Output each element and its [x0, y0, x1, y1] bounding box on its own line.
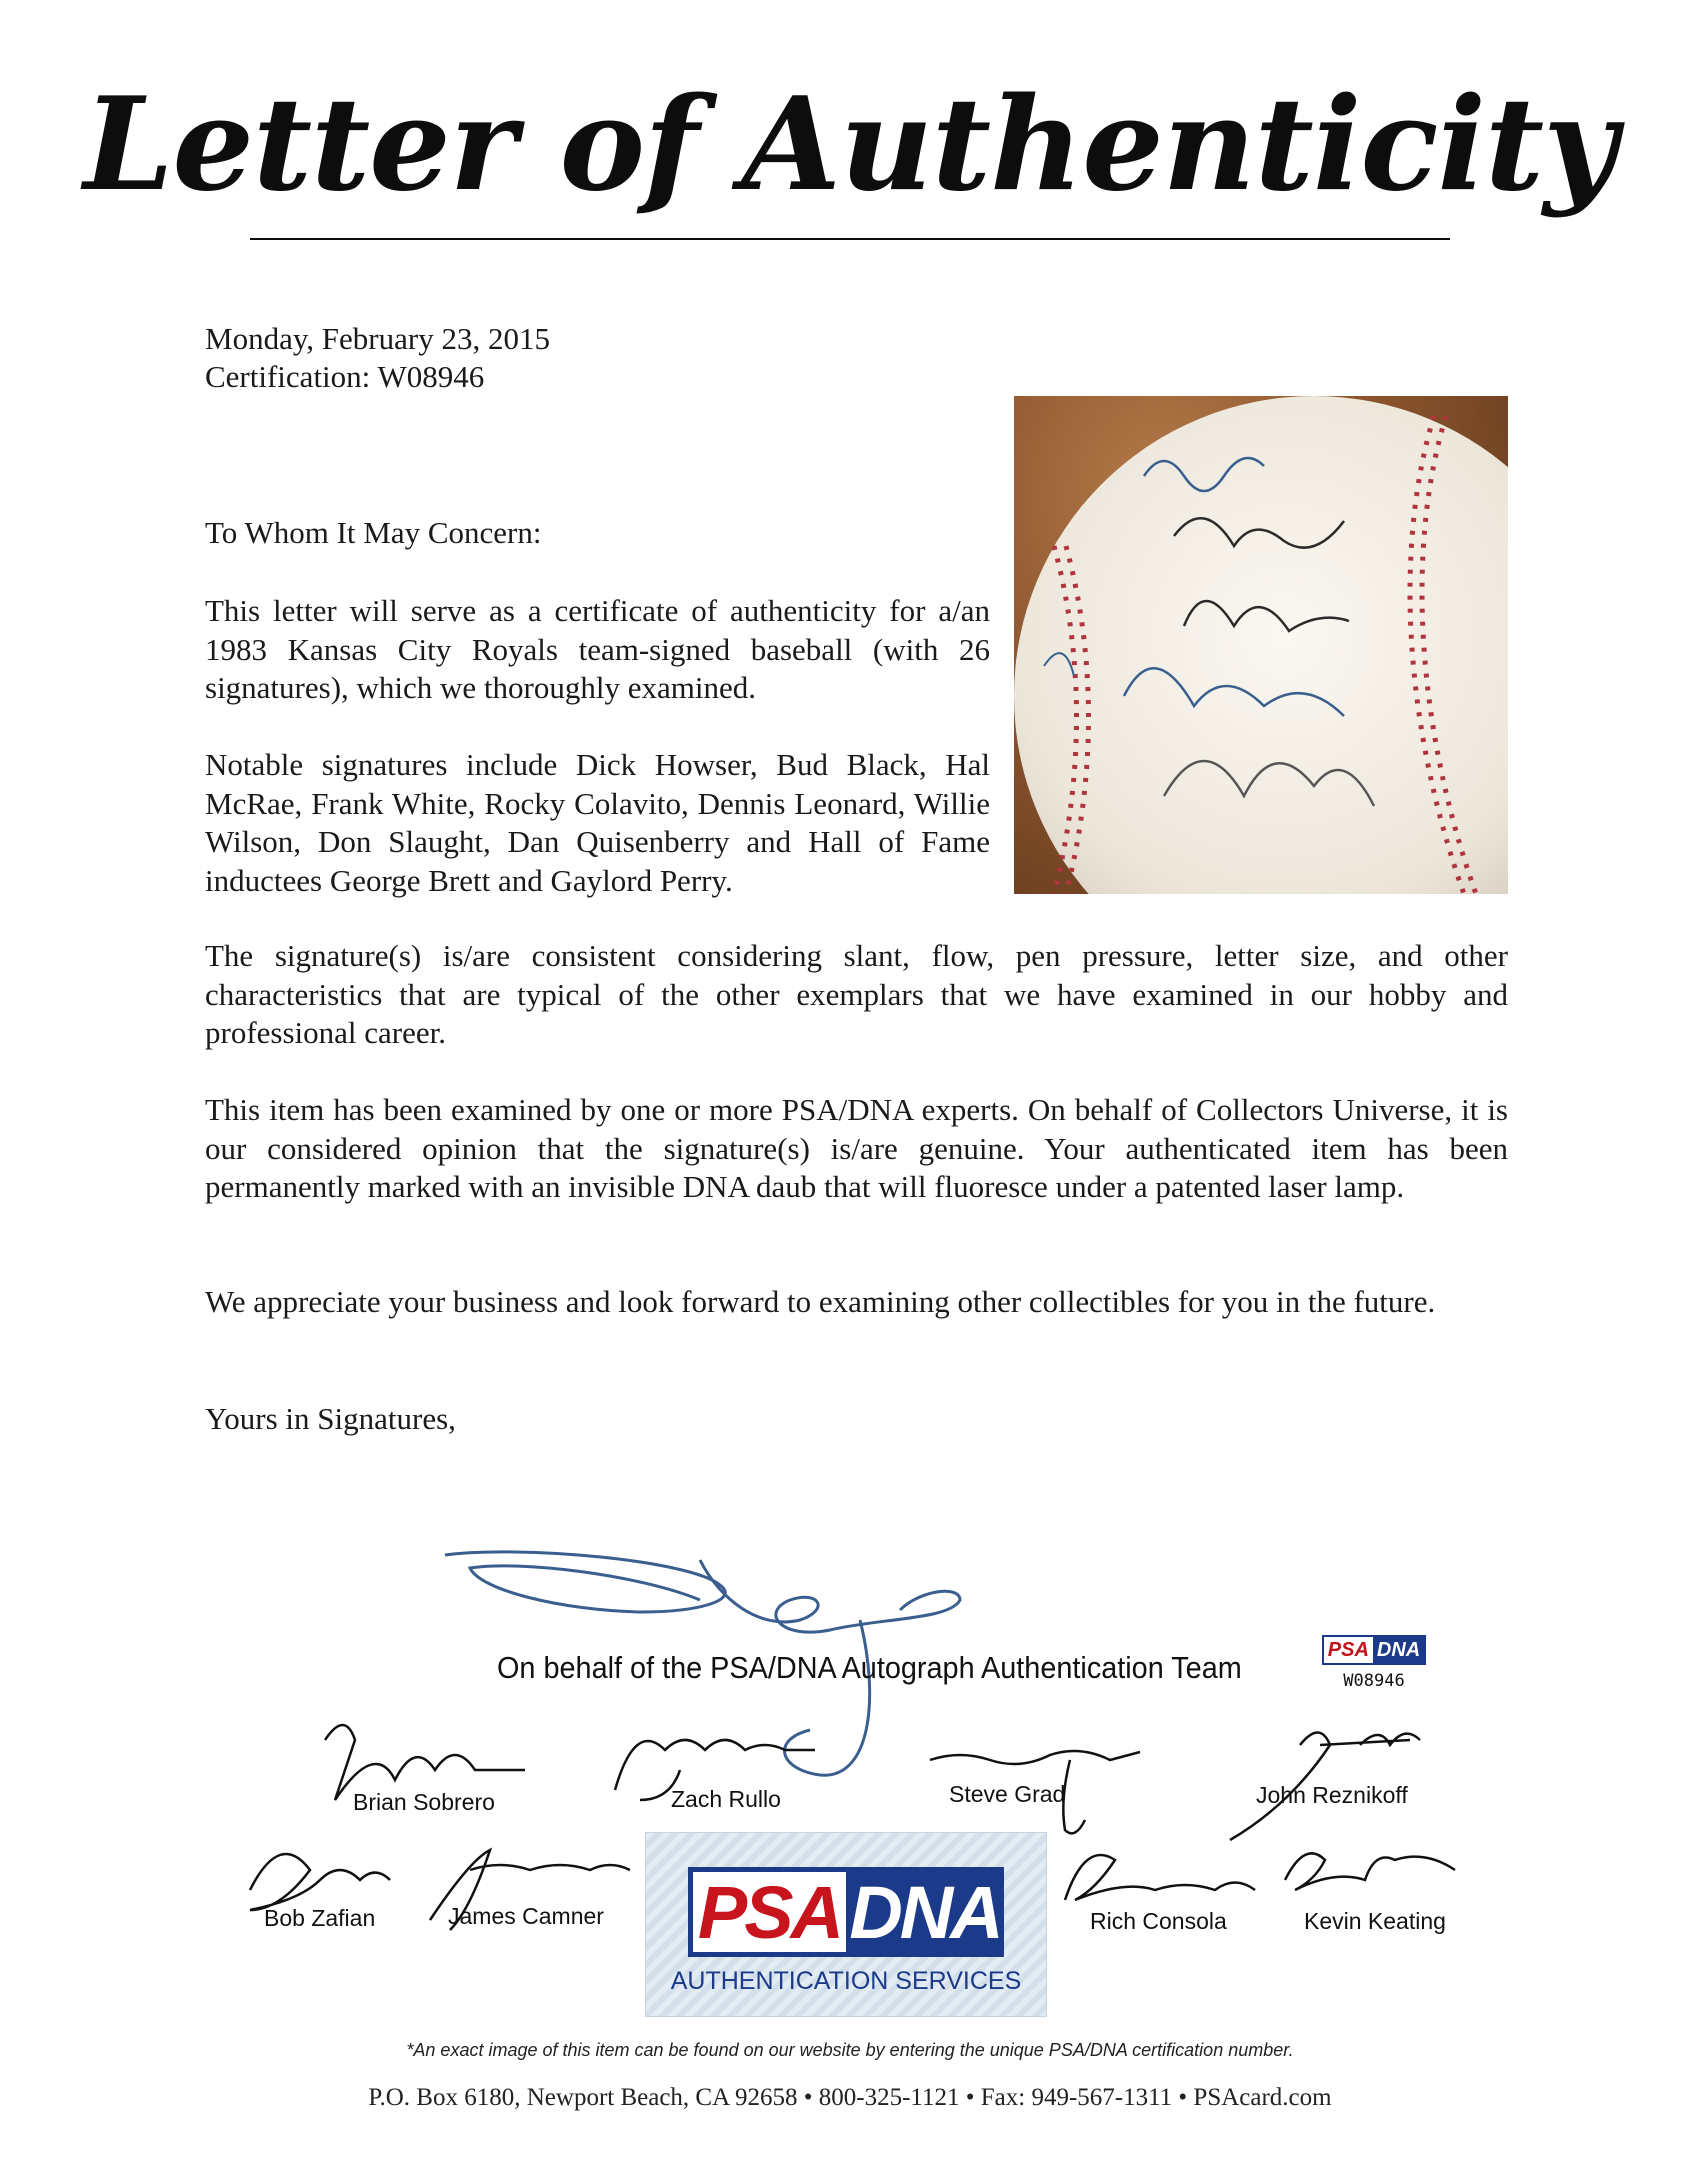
- sticker-psa: PSA: [1324, 1637, 1373, 1663]
- signer-name: Bob Zafian: [264, 1905, 376, 1931]
- paragraph-certificate: This letter will serve as a certificate of authenticity for a/an 1983 Kansas City Royals team-signed baseball (with 26 signatures), which we thoroughly examined.: [205, 593, 990, 705]
- footer-address: P.O. Box 6180, Newport Beach, CA 92658 • 800-325-1121 • Fax: 949-567-1311 • PSAcard.com: [368, 2084, 1332, 2111]
- signer-name: James Camner: [448, 1903, 604, 1929]
- sticker-dna: DNA: [1373, 1637, 1424, 1663]
- paragraph-consistency: The signature(s) is/are consistent considering slant, flow, pen pressure, letter size, and other characteristics that are typical of the other exemplars that we have examined in our hobby and professional career.: [205, 938, 1508, 1050]
- sticker-logo: [1322, 1635, 1426, 1665]
- seal-dna: DNA: [846, 1867, 1004, 1957]
- signer-name: John Reznikoff: [1256, 1782, 1408, 1808]
- salutation: To Whom It May Concern:: [205, 515, 542, 550]
- paragraph-appreciation: We appreciate your business and look forward to examining other collectibles for you in the future.: [205, 1284, 1436, 1319]
- title-underline: [250, 238, 1450, 240]
- signer-name: Rich Consola: [1090, 1908, 1227, 1934]
- on-behalf-caption: On behalf of the PSA/DNA Autograph Authentication Team: [497, 1650, 1242, 1685]
- sticker-number: W08946: [1343, 1671, 1405, 1691]
- seal-psa: PSA: [688, 1867, 846, 1957]
- signer-name: Brian Sobrero: [353, 1789, 495, 1815]
- psa-dna-seal: [645, 1832, 1047, 2017]
- certification-number: Certification: W08946: [205, 359, 485, 394]
- footnote: *An exact image of this item can be found on our website by entering the unique PSA/DNA certification number.: [406, 2040, 1294, 2060]
- psa-dna-logo: [688, 1867, 1004, 1957]
- signer-name: Kevin Keating: [1304, 1908, 1446, 1934]
- letter-date: Monday, February 23, 2015: [205, 321, 550, 356]
- signer-name: Steve Grad: [949, 1781, 1066, 1807]
- paragraph-examination: This item has been examined by one or more PSA/DNA experts. On behalf of Collectors Universe, it is our considered opinion that the signature(s) is/are genuine. Your authenticated item has been permanently marked with an invisible DNA daub that will fluoresce under a patented laser lamp.: [205, 1092, 1508, 1204]
- seal-subtitle: AUTHENTICATION SERVICES: [670, 1967, 1022, 1995]
- signer-name: Zach Rullo: [671, 1786, 781, 1812]
- letter-title: Letter of Authenticity: [83, 70, 1617, 220]
- signed-baseball-image: [1014, 396, 1508, 894]
- closing: Yours in Signatures,: [205, 1401, 456, 1436]
- baseball-photo: [1014, 396, 1508, 894]
- paragraph-notable-signatures: Notable signatures include Dick Howser, Bud Black, Hal McRae, Frank White, Rocky Colavito, Dennis Leonard, Willie Wilson, Don Slaught, Dan Quisenberry and Hall of Fame inductees George Brett and Gaylord Perry.: [205, 747, 990, 898]
- psa-dna-sticker: [1309, 1635, 1439, 1701]
